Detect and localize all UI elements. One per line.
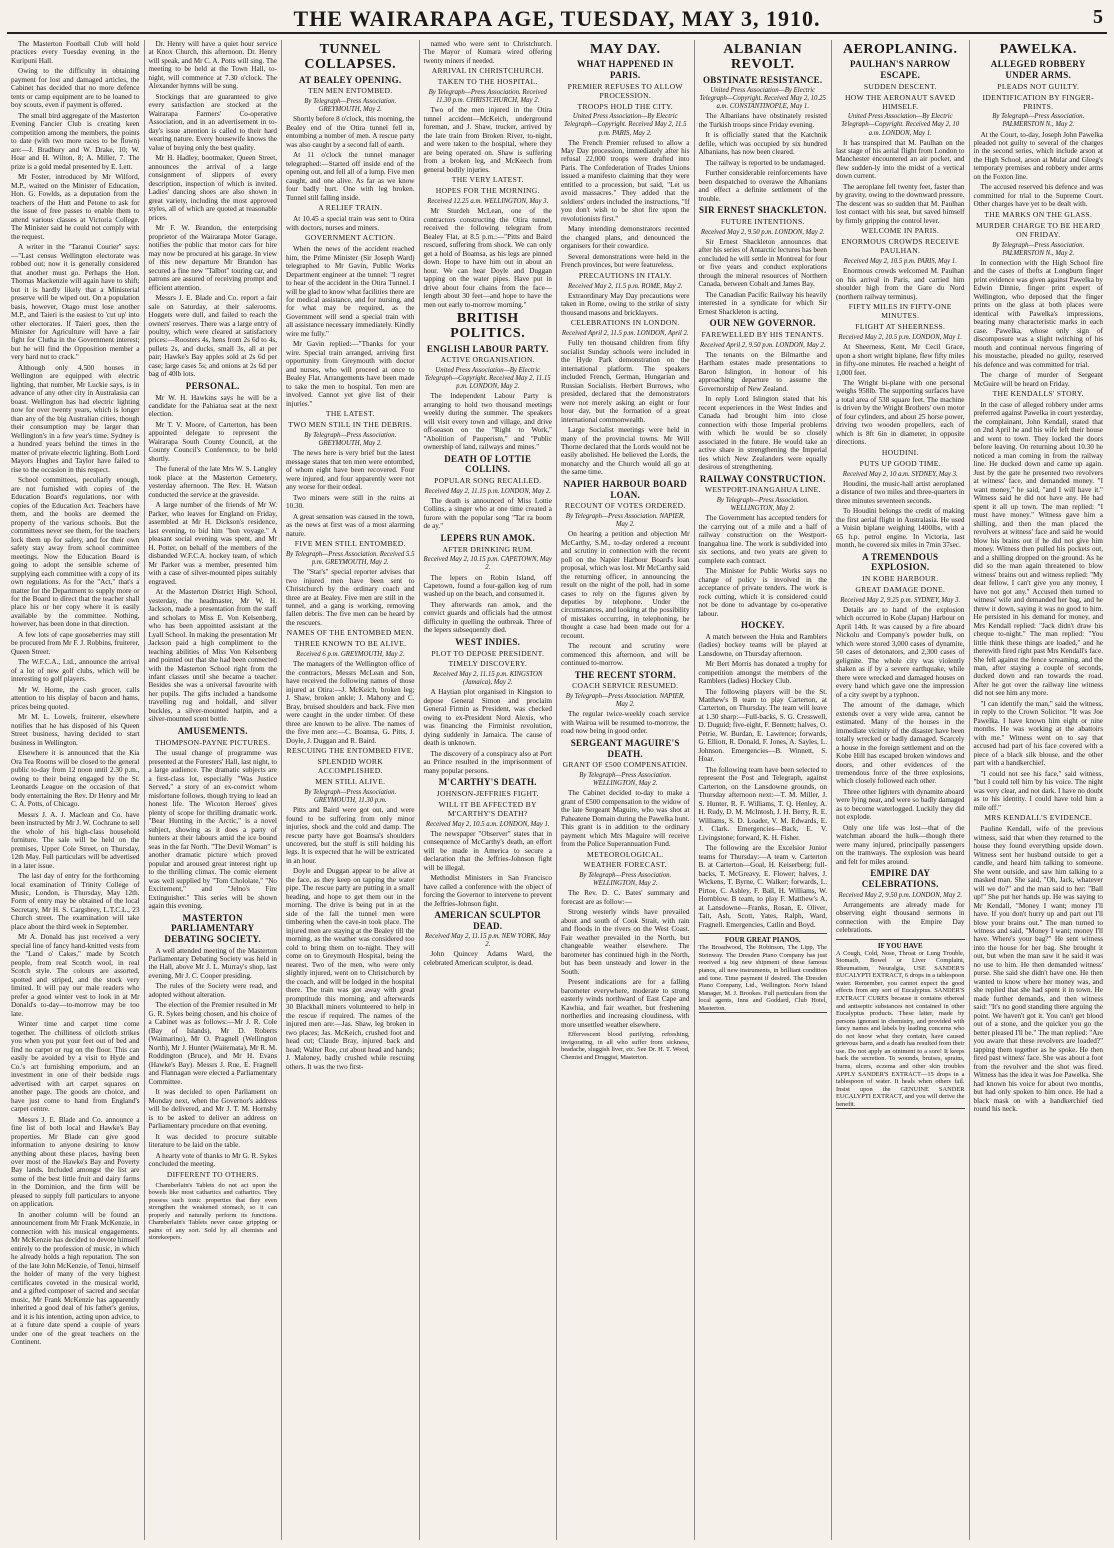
article-paragraph: Mr Foster, introduced by Mr Wilford, M.P., waited on the Minister of Education, Hon. G. Fowlds, as a deputation from the teachers of the Hutt and Petone to ask for the issue of free passes to enable them to attend various classes at Victoria College. The Minister said he could not comply with the request. xyxy=(11,173,140,241)
headline: METEOROLOGICAL. xyxy=(587,849,664,859)
column-3 xyxy=(282,40,420,1540)
article-paragraph: A match between the Huia and Ramblers (ladies) hockey teams will be played at Lansdowne, on Thursday afternoon. xyxy=(698,632,827,658)
article-paragraph: The Rev. D. C. Bates' summary and forecast are as follow:— xyxy=(561,889,690,906)
headline: IDENTIFICATION BY FINGER-PRINTS. xyxy=(982,92,1094,111)
headline: THE LATEST. xyxy=(325,409,375,419)
headline: PLEADS NOT GUILTY. xyxy=(997,81,1080,91)
article-paragraph: Details are to hand of the explosion which occurred in Kobe (Japan) Harbour on April 14th. It was caused by a fire aboard Nickolu and Company's powder hulk, on which were stored 3,000 cases of dynamite, 50 cases of detonators, and 2,300 cases of gelignite. The whole city was violently shaken as if by a severe earthquake, while there were wrecked and damaged houses on every hand which gave one the impression of a city swept by a typhoon. xyxy=(836,605,965,699)
article-paragraph: Stockings that are guaranteed to give every satisfaction are stocked at the Wairarapa Farmers' Co-operative Association, and in an advertisement in to-day's issue attention is called to their hard wearing nature. Every housewife knows the value of buying only the best quality. xyxy=(148,92,277,152)
headline: NAPIER HARBOUR BOARD LOAN. xyxy=(563,478,687,500)
column-6 xyxy=(695,40,833,1540)
headline: RECOUNT OF VOTES ORDERED. xyxy=(564,501,686,511)
headline: WELCOME IN PARIS. xyxy=(861,226,940,236)
headline: A RELIEF TRAIN. xyxy=(318,203,383,213)
article-paragraph: Mr W. Horne, the cash grocer, calls attention to his display of bacon and hams, prices being quoted. xyxy=(11,685,140,711)
article-paragraph: A great sensation was caused in the town, as the news at first was of a most alarming nature. xyxy=(286,512,415,538)
article-paragraph: The charge of murder of Sergeant McGuire will be heard on Friday. xyxy=(973,371,1103,388)
article-paragraph: The following are the Excelsior Junior teams for Thursday:—A team v. Carterton B. at Carterton—Goal, H. Keiserberg; full-backs, T. McGreavy, E. Flower; halves, J. Wickens, T. Byrne, C. Walker; forwards, L. Pirtoe, C. Ashley, F. Ball, H. Williams, W. Hornblow. B team, to play F. Matthew's A, at Lansdowne—Franks, Rosan, E. Oliver, Tait, Ash, Scott, Yates, Ralph, Ward, Fragnell. Emergencies, Catlin and Boyd. xyxy=(698,844,827,929)
headline: ARRIVAL IN CHRISTCHURCH. xyxy=(431,66,544,76)
headline: PAULHAN'S NARROW ESCAPE. xyxy=(850,59,951,80)
article-paragraph: At the Masterton District High School, yesterday, the headmaster, Mr W. H. Jackson, made a presentation from the staff and scholars to Miss E. Von Kelsenberg, who has been appointed assistant at the Lyall School. In making the presentation Mr Jackson paid a high compliment to the teaching abilities of Miss Von Kelsenberg and pointed out that she had been connected with the Masterton School right from the infant classes until she became a teacher. Besides she was a universal favourite with her pupils. The gifts included a handsome travelling rug and holdall, and silver buckles, a silver-mounted hatpin, and a silver-mounted scent bottle. xyxy=(148,588,277,724)
dateline: Received May 2, 9.25 p.m. SYDNEY, May 3. xyxy=(840,596,961,604)
headline: FUTURE INTENTIONS. xyxy=(720,216,805,226)
dateline: Received May 2, 10.5 a.m. LONDON, May 1. xyxy=(425,820,550,828)
headline: BRITISH POLITICS. xyxy=(450,311,526,342)
dateline: Received 12.25 a.m. WELLINGTON, May 3. xyxy=(427,198,549,206)
dateline: By Telegraph—Press Association. NAPIER, May 2. xyxy=(565,693,685,709)
article-paragraph: Sir Ernest Shackleton announces that after his series of Antarctic lectures has been concluded he will settle in Montreal for four or five years and conduct explorations through the mineral resources of Northern Canada, between Cobalt and James Bay. xyxy=(698,237,827,289)
dateline: Received May 2, 11.15 p.m. KINGSTON (Jamaica), May 2. xyxy=(433,671,543,687)
article-paragraph: The Government has accepted tenders for the carrying out of a mile and a half of railway construction on the Westport-Inangahua line. The work is subdivided into six sections, and two years are given to complete each contract. xyxy=(698,514,827,565)
article-paragraph: Although only 4,500 houses in Wellington are equipped with electric lighting, that number, Mr Luckie says, is in advance of any other city in Australasia can boast. Wellington has had electric lighting now for over twenty years, which is longer than any of the big Australian cities, though their consumption may be larger than Wellington's in a few year's time. Sydney is a hundred years behind the times in the matter of private electric lighting. Both Lord Mayors Hughes and Taylor have failed to rise to the occasion in this respect. xyxy=(11,363,140,474)
article-paragraph: The "Star's" special reporter advises that two injured men have been sent to Christchurch by the ordinary coach and three are at Bealey. Five men are still in the tunnel, and a gang is working, removing fallen debris. The five men can be heard by the rescuers. xyxy=(286,568,415,627)
dateline: Received April 2, 11.5 p.m. LONDON, April 2. xyxy=(561,330,689,338)
article-paragraph: Present indications are for a falling barometer everywhere, moderate to strong easterly winds northward of East Cape and Kawhia, and fair weather, but freshening northerlies and increasing cloudiness, with more unsettled weather elsewhere. xyxy=(561,978,690,1029)
headline: FIFTY MILES IN FIFTY-ONE MINUTES. xyxy=(848,302,952,321)
article-paragraph: Extraordinary May Day precautions were taken in Rome, owing to the strike of sixty thousand masons and bricklayers. xyxy=(561,291,690,317)
dateline: By Telegraph—Press Association. GREYMOUTH, 11.30 p.m. xyxy=(304,789,397,805)
headline: PRECAUTIONS IN ITALY. xyxy=(578,270,672,280)
article-paragraph: The following team have been selected to represent the Post and Telegraph, against Carterton, on the Lansdowne grounds, on Thursday afternoon next:—T. M. Miller, J. S. Hunter, R. F. Williams, T. Q. Henley, A. H. Rudy, D. M. McIntosh, J. H. Berry, R. E. Williams, S. D. Loader, V. M. Edwards, E. J. Clark. Emergencies—Back, E. V. Livingstone; forward, K. H. Fisher. xyxy=(698,765,827,842)
headline: IN KOBE HARBOUR. xyxy=(862,573,939,583)
article-paragraph: Enormous crowds welcomed M. Paulhan on his arrival in Paris, and carried him shoulder high from the Gare du Nord (northern railway terminus). xyxy=(836,267,965,301)
dateline: United Press Association—By Electric Telegraph—Copyright. Received May 2, 10.25 a.m. CONSTANTINOPLE, May 1. xyxy=(699,87,826,111)
article-paragraph: Many intending demonstrators recented the changed plans, and denounced the organisers for their cowardice. xyxy=(561,225,690,251)
article-paragraph: Mr W. H. Hawkins says he will be a candidate for the Pahiatua seat at the next election. xyxy=(148,393,277,419)
dateline: United Press Association—By Electric Telegraph—Copyright. Received May 2, 10 a.m. LONDON, May 1. xyxy=(841,113,960,137)
article-paragraph: The discovery of a conspiracy also at Port au Prince resulted in the imprisonment of many popular persons. xyxy=(423,749,552,775)
dateline: Received May 2, 11.5 p.m. ROME, May 2. xyxy=(568,282,683,290)
dateline: United Press Association—By Electric Telegraph—Copyright. Received May 2, 11.15 p.m. LONDON, May 2. xyxy=(424,367,551,391)
article-paragraph: The newspaper "Observer" states that in consequence of McCarthy's death, an effort will be made in America to secure a declaration that the Jeffries-Johnson fight will be illegal. xyxy=(423,829,552,872)
article-paragraph: Winter time and carpet time come together. The chilliness of oilcloth strikes you when you put your feet out of bed and find no carpet or rug on the floor. This can easily be avoided by a visit to Hyde and Co.'s art furnishing emporium, and an investment in one of their bedside rugs advertised with art carpet squares on another page. The goods are choice, and have just come to hand from England's carpet centre. xyxy=(11,1020,140,1114)
headline: THE MARKS ON THE GLASS. xyxy=(984,209,1093,219)
article-paragraph: They afterwards ran amok, and the convict guards and officials had the utmost difficulty in quelling the outbreak. Three of the lepers subsequently died. xyxy=(423,600,552,635)
headline: THE VERY LATEST. xyxy=(451,175,524,185)
article-paragraph: Several demonstrations were held in the French provinces, but were featureless. xyxy=(561,252,690,270)
headline: JOHNSON-JEFFRIES FIGHT. xyxy=(436,788,539,798)
dateline: By Telegraph—Press Association. PALMERSTON N., May 2. xyxy=(992,113,1085,129)
headline: AT BEALEY OPENING. xyxy=(298,74,402,85)
article-paragraph: Messrs J. A. J. Maclean and Co. have been instructed by Mr J. W. Cochrane to sell the whole of his high-class household furniture. The sale will be held on the premises, Upper Cole Street, on Thursday, 12th May. Full particulars will be advertised in a later issue. xyxy=(11,810,140,870)
article-paragraph: When the news of the accident reached him, the Prime Minister (Sir Joseph Ward) telegraphed to Mr Gavin, Public Works Department engineer at the tunnel: "I regret to hear of the accident in the Otira Tunnel. I will be glad to know what facilities there are for medical assistance, and for nursing, and for what may be required, as the Government will send a special train with all assistance necessary immediately. Kindly wire me fully." xyxy=(286,245,415,338)
article-paragraph: The election of the Premier resulted in Mr G. R. Sykes being chosen, and his choice of a Cabinet was as follows:—Mr J. R. Cole (Bay of Islands), Mr D. Roberts (Waimarino), Mr O. Pragnell (Wellington North), Mr J. Hunter (Waitemata), Mr R. M. Roddington (Bruce), and Mr H. Evans (Hawke's Bay). Messrs J. Rue, E. Fragnell and Flannagan were elected a Parliamentary Committee. xyxy=(148,1001,277,1086)
article-paragraph: The Minister for Public Works says no change of policy is involved in the acceptance of private tenders. The work is rock cutting, which it is considered could not be done to advantage by co-operative labour. xyxy=(698,567,827,618)
headline: PERSONAL. xyxy=(185,380,240,391)
dateline: By Telegraph—Press Association. WELLINGTON, May 2. xyxy=(716,497,809,513)
headline: HOUDINI. xyxy=(881,447,919,457)
article-paragraph: Fully ten thousand children from fifty socialist Sunday schools were included in the Hyde Park demonstration on the international platform. The speakers included French, German, Hungarian and Russian Socialists. Herbert Burrows, who presided, declared that the demonstrators were not merely asking an eight or four hour day, but the formation of a great international commonwealth. xyxy=(561,339,690,424)
headline: DIFFERENT TO OTHERS. xyxy=(166,1169,259,1179)
headline: ACTIVE ORGANISATION. xyxy=(440,355,535,365)
headline: MRS KENDALL'S EVIDENCE. xyxy=(984,813,1093,823)
article-paragraph: Mr H. Hadley, bootmaker, Queen Street, announces the arrival of a large consignment of slippers of every description, inspection of which is invited. Ladies' dancing shoes are also shown in great variety, including the most approved styles, all of which are quoted at reasonable prices. xyxy=(148,154,277,222)
dateline: Received May 2, 11.15 p.m. LONDON, May 2. xyxy=(424,487,552,495)
dateline: Received May 2, 10.5 p.m. PARIS, May 1. xyxy=(843,258,957,266)
article-paragraph: The last day of entry for the forthcoming local examination of Trinity College of Music, London, is Thursday, May 12th. Form of entry may be obtained of the local Secretary, Mr H. S. Cargsbrey, L.T.C.L., 23 Church street. The examination will take place about the third week in September. xyxy=(11,872,140,931)
article-paragraph: The managers of the Wellington office of the contractors, Messrs McLean and Son, have received the following names of those injured at Otira:—J. McKeich, broken leg; J. Shaw, broken ankle; J. Mahony and C. Bray, bruised shoulders and back. Five men were caught in the under timber. Of these three are known to be alive. The names of the five men are:—C. Boamsa, G. Pitts, J. Doyle, J. Duggan and R. Baird. xyxy=(286,660,415,745)
headline: RESCUING THE ENTOMBED FIVE. xyxy=(286,746,414,756)
advertisement xyxy=(699,933,828,1013)
headline: WILL IT BE AFFECTED BY M'CARTHY'S DEATH? xyxy=(438,799,537,818)
headline: LEPERS RUN AMOK. xyxy=(440,532,536,543)
headline: AEROPLANING. xyxy=(842,42,958,57)
article-paragraph: The usual change of programme was presented at the Foresters' Hall, last night, to a large audience. The dramatic subjects are a first-class lot, especially "Was Justice Served," a story of an ex-convict whom misfortune follows, though trying to lead an honest life. The Wicoton Heroes' gives plenty of scope for thrilling dramatic work. "Bear Hunting in the Arctic," is a novel subject, showing as it does a party of hunters at their labours amid the ice bound seas in the far North. "The Devil Woman" is another dramatic picture which proved popular and aroused great interest right up to the thrilling climax. The comic element was well supplied by "Tom Chololate," "No Excitement," and "Jelno's Fire Extinguisher." This series will be shown again this evening. xyxy=(148,749,277,911)
article-paragraph: At 10.45 a special train was sent to Otira with doctors, nurses and miners. xyxy=(286,215,415,232)
headline: HOPES FOR THE MORNING. xyxy=(435,186,540,196)
advertisement-text: The Broadwood, The Robinson, The Lipp, The Steinway. The Dresden Piano Company has just received a big new shipment of these famous pianos, all new instruments, in brilliant condition and tone. Time payment if desired. The Dresden Piano Company, Ltd., Wellington. Nor'n Island Manager, M. J. Brookes. Full particulars from the local agents, Inns and Goddard, Club Hotel, Masterton. xyxy=(698,944,827,1012)
headline: THREE KNOWN TO BE ALIVE. xyxy=(294,639,407,649)
headline: MAY DAY. xyxy=(590,42,661,57)
article-paragraph: The Masterton Football Club will hold practices every Tuesday evening in the Kuripuni Hall. xyxy=(11,40,140,65)
article-paragraph: The Independent Labour Party is arranging to hold two thousand meetings weekly during the summer. The speakers will visit every town and village, and drive off-season on the "Right to Work," "Abolition of Pauperism," and "Public ownership of land, railways and mines." xyxy=(423,392,552,452)
headline: SUDDEN DESCENT. xyxy=(863,81,937,91)
dateline: By Telegraph—Press Association. GREYMOUTH, May 2. xyxy=(304,98,397,114)
dateline: Received 6 p.m. GREYMOUTH, May 2. xyxy=(296,651,405,659)
dateline: By Telegraph—Press Association. WELLINGTON, May 2. xyxy=(579,872,672,888)
article-paragraph: Doyle and Duggan appear to be alive at the face, as they keep on tapping the water pipe. The rescue party are putting in a small heading, and hope to get them out in the morning. The drive is being put in at the side of the fall the tunnel men were timbering when the cave-in took place. The injured men are staying at the Bealey till the morning, as the weather was considered too cold to bring them on to-night. They will come on to Greymouth Hospital, being the nearest. Two of the men, who were only slightly injured, went on to Christchurch by the coach, and will be lodged in the hospital there. The train was got away with great promptitude this morning, and afterwards 30 Blackball miners volunteered to help in the rescue if required. The names of the injured men are:—Jas. Shaw, leg broken in two places; Jas. McKeich, crushed foot and head cut; Claude Bray, injured back and head; Walter Roe, cut about head and hands; J. Maloney, badly crushed while rescuing others. It was the two first- xyxy=(286,867,415,1071)
headline: TROOPS HOLD THE CITY. xyxy=(577,101,673,111)
article-paragraph: A few lots of cape gooseberries may still be procured from Mr F. J. Robbins, fruiterer, Queen Street. xyxy=(11,630,140,656)
headline: GRANT OF £500 COMPENSATION. xyxy=(562,760,688,770)
dateline: By Telegraph—Press Association. NAPIER, May 2. xyxy=(565,513,685,529)
article-paragraph: The amount of the damage, which extends over a very wide area, cannot be estimated. Many of the houses in the immediate vicinity of the disaster have been totally wrecked or badly damaged. Scarcely a house in the foreign settlement and on the Kobe Hill has escaped broken windows and doors, and other evidences of the tremendous force of the three explosions, which closely followed each other. xyxy=(836,701,965,786)
article-paragraph: It was decided to procure suitable literature to be laid on the table. xyxy=(148,1132,277,1150)
dateline: By Telegraph—Press Association. WELLINGTON, May 2. xyxy=(579,772,672,788)
column-5 xyxy=(557,40,695,1540)
article-paragraph: The Wright bi-plane with one personal weighs 958lb. The supporting surfaces have a total area of 538 square feet. The machine is driven by the Wright Brothers' own motor of four cylinders, and about 25 horse power, driving two wooden propellers, each of which is 8ft 6in in diameter, in opposite directions. xyxy=(836,378,965,447)
article-paragraph: Mr F. W. Brandon, the enterprising proprietor of the Wairarapa Motor Garage, notifies the public that motor cars for hire may now be procured at his garage. In view of this new departure Mr Brandon has secured a fine new "Talbot" touring car, and patrons are assured of receiving prompt and efficient attention. xyxy=(148,224,277,292)
headline: THE RECENT STORM. xyxy=(574,669,676,680)
article-paragraph: The aeroplane fell twenty feet, faster than by gravity, owing to the downward pressure. The descent was so sudden that M. Paulhan lost contact with his seat, but saved himself by firmly gripping the control lever. xyxy=(836,182,965,225)
article-paragraph: A well attended meeting of the Masterton Parliamentary Debating Society was held in the Hall, above Mr J. L. Murray's shop, last evening, Mr J. C. Cooper presiding. xyxy=(148,946,277,980)
article-paragraph: Strong westerly winds have prevailed about and south of Cook Strait, with rain and floods in the rivers on the West Coast. Fair weather prevailed in the North, but changeable weather elsewhere. The barometer has continued high in the North, but has been unsteady and lower in the South. xyxy=(561,908,690,976)
headline: NAMES OF THE ENTOMBED MEN. xyxy=(286,628,414,638)
article-paragraph: Chamberlain's Tablets do not act upon the bowels like most cathartics and cathartics. They possess such tonic properties that they even strengthen the weakened stomach, so it can properly and naturally perform its functions. Chamberlain's Tablets never cause gripping or pains of any sort. Sold by all chemists and storekeepers. xyxy=(148,1181,277,1242)
article-paragraph: It has transpired that M. Paulhan on the last stage of his aerial flight from London to Manchester encountered an air pocket, and flew sudden-ly into the midst of a vertical down current. xyxy=(836,138,965,181)
article-paragraph: The railway is reported to be undamaged. xyxy=(705,158,826,167)
article-paragraph: It is officially stated that the Katchnik defile, which was occupied by six hundred Albanians, has now been cleared. xyxy=(698,131,827,157)
article-paragraph: The regular twice-weekly coach service with Wairoa will be resumed to-morrow, the road now being in good order. xyxy=(561,710,690,736)
dateline: Received May 2, 11.15 p.m. NEW YORK, May 2. xyxy=(424,933,551,949)
article-paragraph: It was decided to open Parliament on Monday next, when the Governor's address will be delivered, and Mr J. T. M. Hornsby is to be asked to deliver an address on Parliamentary procedure on that evening. xyxy=(148,1088,277,1131)
article-paragraph: Mr M. L. Lowels, fruiterer, elsewhere notifies that he has disposed of his Queen Street business, having decided to start business in Wellington. xyxy=(11,713,140,747)
headline: AMERICAN SCULPTOR DEAD. xyxy=(434,910,542,931)
headline: A TREMENDOUS EXPLOSION. xyxy=(862,551,939,573)
article-paragraph: The lepers on Robin Island, off Capetown, found a four-gallon keg of rum washed up on the beach, and consumed it. xyxy=(423,573,552,599)
column-4 xyxy=(420,40,558,1540)
article-paragraph: The news here is very brief but the latest message states that ten men were entombed, of whom eight have been recovered. Four were injured, and four apparently were not any worse for their ordeal. xyxy=(286,449,415,492)
headline: POPULAR SONG RECALLED. xyxy=(434,476,542,485)
article-paragraph: The Cabinet decided to-day to make a grant of £500 compensation to the widow of the late Sergeant Maguire, who was shot at Paheatene Domain during the Pawelka hunt. This grant is in addition to the ordinary payment which Mrs Maguire will receive from the Police Superannuation Fund. xyxy=(561,789,690,849)
article-paragraph: In the case of alleged robbery under arms preferred against Pawelka in court yesterday, the complainant, John Kendall, stated that on 2nd April he and his wife left their house and went to town. They locked the doors before leaving. On returning about 10.30 he noticed a man coming in from the railway line. He ducked down and came up again. Just by the gate he presented two revolvers at witness' face, and demanded money. "I want money," he said, "and I will have it." Witness said he did not have any. He had spent it all up town. The man replied: "I must have money." Witness gave him a shilling, and then the man placed the revolvers at witness' face and said he would blow his brains out if he did not give him money. Witness then pulled his pockets out, and a shilling dropped on the ground. As he did so the man again threatened to blow witness' brains out and witness replied: "My dear fellow, I can't give you any money, I have not got any." Accused then turned to witness' wife and demanded her bag, and he threw it down, saying it was no good to him. He persisted in his demand for money, and Mrs Kendall replied: "Jack didn't draw his cheque to-night." The man replied: "You little think these things are loaded," and he therewith fired right past Mrs Kendall's face. She fell against the fence screaming, and the man, after staying a couple of seconds, ducked down and ran towards the road. After he got over the railway line witness did not see him any more. xyxy=(973,400,1103,698)
column-7 xyxy=(832,40,970,1540)
column-8 xyxy=(970,40,1108,1540)
article-paragraph: Two of the men injured in the Otira tunnel accident—McKeich, underground foreman, and J. Shaw, trucker, arrived by the late train from Broken River, to-night, and were taken to the hospital, where they are being operated on. Shaw is suffering from a broken leg, and McKeech from general bodily injuries. xyxy=(423,106,552,174)
headline: TIMELY DISCOVERY. xyxy=(448,659,528,669)
headline: MEN STILL ALIVE. xyxy=(315,777,386,787)
headline: CELEBRATIONS IN LONDON. xyxy=(570,318,680,328)
article-paragraph: Mr Bert Morris has donated a trophy for competition amongst the members of the Ramblers (ladies) Hockey Club. xyxy=(698,660,827,686)
article-paragraph: Effervescent blood purifying, refreshing, invigorating, in all who suffer from sickness, headache, sluggish liver, etc. See Dr. H. T. Wood, Chemist and Druggist, Masterton. xyxy=(561,1031,690,1061)
article-paragraph: The small bird aggregate of the Masterton Evening Fancier Club is creating keen competition among the members, the points to date (with two more races to be flown) are:—J. Bradbury and W. Drake, 10; W. Hoar and H. Wilton, 8; A. Miller, 7. The prize is a gold medal presented by E. Lett. xyxy=(11,111,140,171)
headline: WHAT HAPPENED IN PARIS. xyxy=(577,59,674,80)
article-paragraph: The death is announced of Miss Lottie Collins, a singer who at one time created a furore with the popular song "Tar ra boom de ay." xyxy=(423,496,552,531)
headline: ENGLISH LABOUR PARTY. xyxy=(426,343,549,354)
article-paragraph: At 11 o'clock the tunnel manager telegraphed:—Started off inside end of the opening out, and fell all of a lump. Five men caught, and one alive. As far as we know four badly hurt. One with leg broken. Tunnel still falling inside. xyxy=(286,151,415,202)
headline: FAREWELLED BY HIS TENANTS. xyxy=(701,329,824,339)
article-paragraph: The Canadian Pacific Railway his heavily interested in a syndicate for which Sir Ernest Shackleton is acting. xyxy=(698,290,827,316)
article-paragraph: In another column will be found an announcement from Mr Frank McKenzie, in connection with his musical engagements. Mr McKenzie has decided to devote himself entirely to the profession of music, in which he already holds a high reputation. The son of the late John McKenzie, of Tenui, himself the holder of many of the very highest certificates coveted in the musical world, and a gifted composer of sacred and secular music, Mr Frank McKenzie has apparently inherited a good deal of his father's genius, and it is his intention, acting upon advice, to at a future date spend a couple of years under one of the great teachers on the Continent. xyxy=(11,1210,140,1347)
article-paragraph: Mr Gavin replied:—"Thanks for your wire. Special train arranged, arriving first opportunity from Greymouth with doctor and nurses, who will proceed at once to Bealey Flat. Arrangements have been made to take the men to hospital. Ten men are involved. Cannot yet give list of their injuries." xyxy=(286,340,415,408)
article-paragraph: Three other lighters with dynamite aboard were lying near, and were so badly damaged as to become waterlogged. Luckily they did not explode. xyxy=(836,787,965,822)
article-paragraph: Two miners were still in the ruins at 10.30. xyxy=(286,493,415,511)
dateline: Received April 2, 9.50 p.m. LONDON, May 2. xyxy=(700,341,826,349)
headline: TWO MEN STILL IN THE DEBRIS. xyxy=(288,420,413,430)
headline: OBSTINATE RESISTANCE. xyxy=(702,74,823,85)
headline: COACH SERVICE RESUMED. xyxy=(572,681,679,691)
headline: MURDER CHARGE TO BE HEARD ON FRIDAY. xyxy=(975,220,1101,239)
article-paragraph: On hearing a petition and objection Mr McCarthy, S.M., to-day ordered a recount and scrutiny in connection with the recent poll on the Napier Harbour Board's loan proposal, which was lost. Mr McCarthy said the returning officer, in announcing the result on the night of the poll, had in some cases to rely on the figures given by deputies by telephone. Under the circumstances, and looking at the possibility of mistakes occurring, in telephoning, he thought a case had been made out for a recount. xyxy=(561,530,690,640)
article-paragraph: Pauline Kendall, wife of the previous witness, said that when they returned to the house they found everything upside down. Witness sent her husband outside to get a candle, and heard him talking to someone. She went outside, and saw him talking to a masked man. She said, "Oh, Jack, whatever will we do?" and the man said to her: "Ball up!" She put her hands up. He was saying to Mr Kendall, "Money I want; money I'll have. If you don't hurry up and part out I'll blow your brains out." The man turned to witness and said, "Money I want; money I'll have. Where's your bag?" He sent witness into the house for her bag. She brought it out, but when the man saw it he said it was no use to him. He then demanded witness' purse. She said she didn't have one. He then wanted to know where her money was, and she replied that she had spent it in town. He made further demands, and then witness said: "It's no good standing there arguing the point. We haven't got it. You can't get blood out of a stone, and the quicker you go the better pleased I'll be." The man replied: "Are you aware that these revolvers are loaded?" tapping them together as he spoke. He then fired past witness' face. She was about a foot from the revolver and the shot was fired. Witness has the idea it was Joe Pawelka. She had known his voice for about two months, but had only spoken to him once. He had a black mask on with a handkerchief tied round his neck. xyxy=(973,825,1103,1114)
headline: ENORMOUS CROWDS RECEIVE PAULHAN. xyxy=(841,237,960,256)
headline: FLIGHT AT SHEERNESS. xyxy=(855,322,946,332)
headline: OUR NEW GOVERNOR. xyxy=(709,318,816,329)
article-paragraph: Owing to the difficulty in obtaining payment for lost and damaged articles, the Cabinet has decided that no more defence tents or camp equipment are to be loaned to boy scouts, even if payment is offered. xyxy=(11,67,140,110)
advertisement-heading: IF YOU HAVE xyxy=(877,941,923,950)
dateline: Received May 2, 10.5 p.m. LONDON, May 1. xyxy=(838,334,963,342)
columns xyxy=(7,40,1107,1540)
article-paragraph: "I can identify the man," said the witness, in reply to the Crown Solicitor. "It was Joe Pawelka. I have known him eight or nine months. He was working at the abattoirs with me." Witness went on to say that accused had part of his face covered with a piece of a black silk blouse, and the other part with a handkerchief. xyxy=(973,699,1103,768)
article-paragraph: named who were sent to Christchurch. The Mayor of Kumara wired offering twenty miners if needed. xyxy=(423,40,552,65)
headline: TAKEN TO THE HOSPITAL. xyxy=(437,77,538,87)
headline: WESTPORT-INANGAHUA LINE. xyxy=(704,485,821,495)
headline: WEATHER FORECAST. xyxy=(583,860,667,870)
newspaper-page xyxy=(7,4,1107,1540)
dateline: Received May 2, 10 a.m. SYDNEY, May 3. xyxy=(842,470,958,478)
dateline: United Press Association—By Electric Telegraph—Copyright. Received May 2, 11.5 p.m. PARIS, May 2. xyxy=(563,113,687,137)
headline: ALLEGED ROBBERY UNDER ARMS. xyxy=(990,59,1086,80)
article-paragraph: "I could not see his face," said witness, "but I could tell him by his voice. The night was very clear, and not dark. I have no doubt as to his identity. I could have told him a mile off." xyxy=(973,769,1103,812)
article-paragraph: Messrs J. E. Blade and Co. announce a fine list of both local and Hawke's Bay properties. Mr Blade can give good information to anyone desiring to know anything about these places, having been over most of the Hawke's Bay and Poverty Bay lands. Included amongst the list are some of the best little fruit and dairy farms in the Dominion, and the firm will be pleased to supply full particulars to anyone on application. xyxy=(11,1115,140,1209)
article-paragraph: The recount and scrutiny were commenced this afternoon, and will be continued to-morrow. xyxy=(561,642,690,668)
article-paragraph: A large number of the friends of Mr W. Parker, who leaves for England on Friday, assembled at Mr H. Dickson's residence, last evening, to bid him "bon voyage." A pleasant social evening was spent, and Mr H. Potter, on behalf of the members of the disbanded W.F.C.A. hockey team, of which Mr Parker was a member, presented him with a case of silver-mounted pipes suitably engraved. xyxy=(148,501,277,586)
column-2 xyxy=(145,40,283,1540)
article-paragraph: The French Premier refused to allow a May Day procession, immediately after his refusal 22,000 troops were drafted into Paris. The Confederation of Trades Unions issued a manifesto claiming that they were entitled to a procession, but said, "Let us avoid massacres." They added that the soldiers' orders included the instructions, "If you don't wish to be shot fire upon the revolutionists first." xyxy=(561,138,690,223)
headline: PLOT TO DEPOSE PRESIDENT. xyxy=(431,648,545,658)
article-paragraph: Arrangements are already made for observing eight thousand sermons in connection with the Empire Day celebrations. xyxy=(836,900,965,935)
article-paragraph: The W.F.C.A., Ltd., announce the arrival of a lot of new golf clubs, which will be interesting to golf players. xyxy=(11,658,140,684)
headline: THOMPSON-PAYNE PICTURES. xyxy=(155,737,271,747)
headline: PREMIER REFUSES TO ALLOW PROCESSION. xyxy=(567,81,683,100)
article-paragraph: School committees, peculiarly enough, are not furnished with copies of the Education Board's regulations, nor with copies of the Education Act. Teachers have them, and the books are deemed the property of the various schools. But the committees never see them, for the teachers lock them up for safety, and for their own safety stay away from school committee meetings. Now the Education Board is going to adopt the sensible scheme of supplying each committee with a copy of its own regulations. As for the "Act," that's a matter for the Department to supply more or for the Board to direct that the teacher shall place his or her copy where it is easily available by the committee. Nothing, however, has been done in that direction. xyxy=(11,476,140,629)
headline: ALBANIAN REVOLT. xyxy=(723,42,803,73)
article-paragraph: The funeral of the late Mrs W. S. Langley took place at the Masterton Cemetery, yesterday afternoon. The Rev. H. Watson conducted the service at the graveside. xyxy=(148,465,277,499)
article-paragraph: A Haytian plot organised in Kingston to depose General Simon and proclaim General Firmin as President, was checked owing to ex-President Nord Alexis, who was financing the Firminist revolution, dying suddenly in Jamaica. The cause of death is unknown. xyxy=(423,688,552,748)
article-paragraph: To Houdini belongs the credit of making the first aerial flight in Australasia. He used a Voisin biplane weighing 1400lbs, with a 65 h.p. petrol engine. In Victoria, last month, he covered six miles in 7min 37sec. xyxy=(836,507,965,550)
headline: DEATH OF LOTTIE COLLINS. xyxy=(444,453,532,475)
article-paragraph: Methodist Ministers in San Francisco have called a conference with the object of forcing the Governor to intervene to prevent the Jeffries-Johnson fight. xyxy=(423,874,552,908)
headline: FIVE MEN STILL ENTOMBED. xyxy=(294,539,406,549)
headline: M'CARTHY'S DEATH. xyxy=(438,777,537,788)
article-paragraph: The accused reserved his defence and was committed for trial to the Supreme Court. Other charges have yet to be dealt with. xyxy=(973,183,1103,209)
newspaper-title: THE WAIRARAPA AGE, TUESDAY, MAY 3, 1910. xyxy=(293,6,821,31)
article-paragraph: Mr T. V. Moore, of Carterton, has been appointed delegate to represent the Wairarapa South County Council, at the County Council's Conference, to be held shortly. xyxy=(148,420,277,463)
article-paragraph: Dr. Henry will have a quiet hour service at Knox Church, this afternoon. Dr. Henry will speak, and Mr C. A. Potts will sing. The meeting to be held at the Town Hall, to-night, will commence at 7.30 o'clock. The Alexander hymns will be sung. xyxy=(148,40,277,91)
headline: SERGEANT MAGUIRE'S DEATH. xyxy=(570,737,680,759)
article-paragraph: The Albanians have obstinately resisted the Turkish troops since Friday evening. xyxy=(698,112,827,129)
headline: HOW THE AERONAUT SAVED HIMSELF. xyxy=(845,92,956,111)
article-paragraph: Further considerable reinforcements have been despatched to overawe the Albanians and effect a definite settlement of the trouble. xyxy=(698,169,827,203)
advertisement xyxy=(836,939,965,1110)
dateline: By Telegraph—Press Association. GREYMOUTH, May 2. xyxy=(304,432,397,448)
article-paragraph: Elsewhere it is announced that the Kia Ora Tea Rooms will be closed to the general public to-day from 12 noon until 2.30 p.m., owing to their being engaged by the St. Leonards League on the occasion of that body entertaining the Rev. Dr Henry and Mr C. A. Potts, of Chicago. xyxy=(11,749,140,809)
headline: GREAT DAMAGE DONE. xyxy=(855,584,946,594)
dateline: By Telegraph—Press Association. Received 5.5 p.m. GREYMOUTH, May 2. xyxy=(286,551,415,567)
dateline: Received May 2, 9.50 p.m. LONDON, May 2. xyxy=(700,228,825,236)
article-paragraph: The rules of the Society were read, and adopted without alteration. xyxy=(148,982,277,999)
headline: AMUSEMENTS. xyxy=(177,725,248,736)
headline: SIR ERNEST SHACKLETON. xyxy=(698,205,827,216)
article-paragraph: The tenants on the Bilmarthe and Hartham estates made presentations to Baron Islington, in honour of his approaching departure to assume the Governorship of New Zealand. xyxy=(698,350,827,393)
advertisement-heading: FOUR GREAT PIANOS. xyxy=(724,936,801,945)
headline: SPLENDID WORK ACCOMPLISHED. xyxy=(317,757,384,776)
article-paragraph: Mr A. Donald has just received a very special line of fancy hand-knitted vests from the "Land o' Cakes," made by Scotch people, from real Scotch wool, in real Scotch style. The colours are assorted, spotted and striped, and the stock very limited. It will pay our male readers who prefer a good winter vest to look in at Mr Donald's to-day—to-morrow may be too late. xyxy=(11,933,140,1018)
dateline: By Telegraph—Press Association. PALMERSTON N., May 2. xyxy=(992,241,1085,257)
headline: WEST INDIES. xyxy=(455,636,521,647)
article-paragraph: Shortly before 8 o'clock, this morning, the Bealey end of the Otira tunnel fell in, entombing a number of men. A rescue party was also caught by a second fall of earth. xyxy=(286,115,415,149)
dateline: By Telegraph—Press Association. Received 11.30 p.m. CHRISTCHURCH, May 2. xyxy=(428,89,547,105)
headline: MASTERTON PARLIAMENTARY DEBATING SOCIETY. xyxy=(164,912,262,944)
headline: PAWELKA. xyxy=(999,42,1077,57)
article-paragraph: Only one life was lost—that of the watchman aboard the hulk—though there were many injured, principally passengers on the tramways. The explosion was heard and felt for miles around. xyxy=(836,823,965,866)
article-paragraph: At Sheerness, Kent, Mr Cecil Grace, upon a short wright biplane, flew fifty miles in fifty-one minutes. He reached a height of 1,000 feet. xyxy=(836,343,965,377)
article-paragraph: In connection with the High School fire and the cases of thefts at Longburn finger print evidence was given against Pawelka by Edwin Dinnie, finger print expert of Wellington, who deposed that the finger prints on the glass at both places were identical with Pawelka's impressions, bearing many characteristic marks in each case. Pawelka, whose only sign of discomposure was a slight twitching of his mouth and continual nervous fingering of his moustache, pleaded no guilty, reserved his defence and was committed for trial. xyxy=(973,258,1103,369)
article-paragraph: A writer in the "Taranui Courier" says:—"Last census Wellington electorate was robbed out; now it is generally considered that another must go. Perhaps the Hon. Thomas Mackenzie will again have to shift; but it is hardly likely that a Ministerial preserve will be wiped out. On a population basis, however, Otago must lose another M.P., and Taieri is the easiest to 'cut up' into other electorates. If Taieri goes, then the Minister for Agriculture will have a fair fight for Clutha in the Government interest; but he will find the Opposition member a very hard nut to crack." xyxy=(11,243,140,362)
headline: TEN MEN ENTOMBED. xyxy=(308,86,393,96)
headline: GOVERNMENT ACTION. xyxy=(305,233,396,243)
article-paragraph: In reply Lord Islington stated that his recent experiences in the West Indies and Canada had brought him into close connection with those Imperial problems with which he would be so closely associated in the future. He would take an active share in strengthening the Imperial ties which New Zealanders were equally desirous of strengthening. xyxy=(698,395,827,472)
masthead xyxy=(7,4,1107,34)
article-paragraph: A hearty vote of thanks to Mr G. R. Sykes concluded the meeting. xyxy=(148,1151,277,1169)
article-paragraph: Messrs J. E. Blade and Co. report a fair sale on Saturday, at their salerooms. Hoggets were dull, and failed to reach the owners' reserves. There was a large entry of poultry, which were cleared at satisfactory prices:—Roosters 4s, hens from 2s 6d to 4s, pullets 2s, and ducks, small 3s, all at per pair; Hawke's Bay apples sold at 2s 6d per case; large cases 5s; and onions at 2s 6d per bag of 40lb lots. xyxy=(148,294,277,379)
dateline: Received May 2, 10.15 p.m. CAPETOWN, May 2. xyxy=(423,556,552,572)
article-paragraph: At the Court, to-day, Joseph John Pawelka pleaded not guilty to several of the charges in the second series, which include arson at the High School, arson at Mular and Gleeg's temporary premises and robbery under arms on the Foxton line. xyxy=(973,130,1103,181)
headline: EMPIRE DAY CELEBRATIONS. xyxy=(861,868,939,889)
article-paragraph: Mr Sturdeh McLean, one of the contractors constructing the Otira tunnel, received the following telegram from Bealey Flat, at 8.5 p.m.:—"Pitts and Baird rescued, suffering from shock. We can only get a hold of Boamsa, as his legs are pinned down. Hope to have him out in about an hour. We can hear Doyle and Duggan tapping on the water pipes. Have put in drive about four chains from the face—length about 30 feet—and hope to have the men out early to-morrow morning." xyxy=(423,207,552,309)
column-1 xyxy=(7,40,145,1540)
headline: PUTS UP GOOD TIME. xyxy=(859,458,941,468)
article-paragraph: Houdini, the music-hall artist aeroplaned a distance of two miles and three-quarters in three minutes seventeen seconds. xyxy=(836,479,965,505)
headline: THE KENDALLS' STORY. xyxy=(992,389,1084,399)
page-number: 5 xyxy=(1093,6,1103,28)
headline: HOCKEY. xyxy=(740,619,785,630)
headline: RAILWAY CONSTRUCTION. xyxy=(699,473,826,484)
headline: AFTER DRINKING RUM. xyxy=(442,544,533,554)
article-paragraph: Pitts and Baird were got out, and were found to be suffering from only minor injuries, shock and the cold and damp. The rescue party have got Boamsa's shoulders uncovered, but the stuff is still holding his legs. It is expected that he will be extricated in an hour. xyxy=(286,806,415,865)
dateline: Received May 2, 9.50 p.m. LONDON, May 2. xyxy=(838,891,963,899)
article-paragraph: The following players will be the St. Matthew's B team to play Carterton, at Carterton, on Thursday. The team will leave at 1.30 sharp:—Full-backs, S. G. Cresswell, D. Duguid; five-eight, F. Bennett; halves, O. Petrie, W. Burdan, E. Lawrence; forwards, G. Elliott, R. Donald, F. Jones, A. Sayles, L. Johnson. Emergencies—B. Winnett, S. Hoar. xyxy=(698,687,827,764)
article-paragraph: Large Socialist meetings were held in many of the provincial towns. Mr Will Thorne declared that the Lords would not be easily abolished. He believed the Lords, the monarchy and the Church would all go at the same time. xyxy=(561,426,690,477)
article-paragraph: John Quincey Adams Ward, the celebrated American sculptor, is dead. xyxy=(423,950,552,967)
headline: TUNNEL COLLAPSES. xyxy=(304,42,397,73)
advertisement-text: A Cough, Cold, Nose, Throat or Lung Trouble, Stomach, Bowel or Liver Complaint, Rheumatism, Neuralgia, USE SANDER'S EUCALYPTI EXTRACT, 6 drops in a tablespoon water. Remember, you cannot expect the good effects from any sort of Eucalyptus. SANDER'S EXTRACT CURES because it contains ethereal and antiseptic substances not contained in other Eucalyptus products. These latter, made by persons ignorant in chemistry, and provided with fancy names and labels by leading concerns who do not know what they contain, have caused grievous harm, and a death has resulted from their use. Do not apply an ointment to a sore! It keeps back the secretion. To wounds, bruises, sprains, burns, ulcers, eczema and other skin troubles APPLY SANDER'S EXTRACT—15 drops in a tablespoon of water. It heals when others fail. Insist upon the GENUINE SANDER EUCALYPTI EXTRACT, and you will derive the benefit. xyxy=(836,949,965,1108)
